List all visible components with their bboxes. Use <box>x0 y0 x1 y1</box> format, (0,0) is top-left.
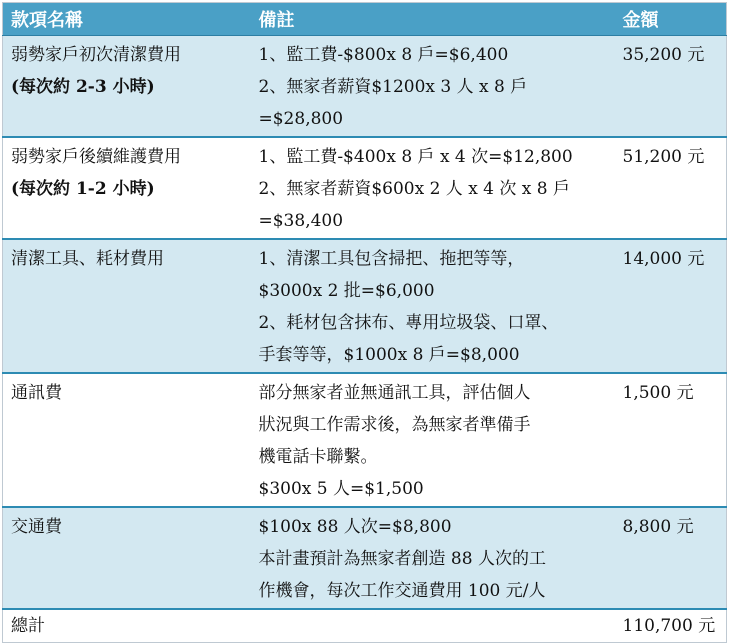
amount-value: 35,200 元 <box>622 45 705 65</box>
notes-cell <box>251 36 615 138</box>
note-line: 機電話卡聯繫。 <box>258 447 378 467</box>
note-line: 手套等等，$1000x 8 戶=$8,000 <box>258 345 520 365</box>
note-line: 1、清潔工具包含掃把、拖把等等， <box>258 249 525 269</box>
item-name: 弱勢家戶後續維護費用 <box>11 147 181 167</box>
amount-cell <box>615 137 727 239</box>
amount-cell <box>615 507 727 609</box>
total-label-cell <box>3 609 251 643</box>
note-line: $300x 5 人=$1,500 <box>258 479 424 499</box>
budget-table <box>2 2 727 643</box>
table-row <box>3 137 727 239</box>
item-name-cell <box>3 373 251 507</box>
item-name: 清潔工具、耗材費用 <box>11 249 164 269</box>
amount-cell <box>615 239 727 373</box>
note-line: 本計畫預計為無家者創造 88 人次的工 <box>258 549 546 569</box>
amount-cell <box>615 36 727 138</box>
item-name-cell <box>3 137 251 239</box>
note-line: 1、監工費-$400x 8 戶 x 4 次=$12,800 <box>258 147 573 167</box>
item-duration: (每次約 1-2 小時) <box>11 179 155 199</box>
amount-value: 1,500 元 <box>622 383 694 403</box>
note-line: 2、無家者薪資$1200x 3 人 x 8 戶 <box>258 77 528 97</box>
total-amount: 110,700 元 <box>622 616 716 636</box>
item-name: 通訊費 <box>11 383 62 403</box>
total-amount-cell <box>615 609 727 643</box>
table-row <box>3 507 727 609</box>
item-name: 弱勢家戶初次清潔費用 <box>11 45 181 65</box>
note-line: 2、無家者薪資$600x 2 人 x 4 次 x 8 戶 <box>258 179 571 199</box>
header-amount: 金額 <box>615 3 727 36</box>
total-notes-cell <box>251 609 615 643</box>
note-line: $100x 88 人次=$8,800 <box>258 517 452 537</box>
total-row <box>3 609 727 643</box>
item-name-cell <box>3 36 251 138</box>
header-row <box>3 3 727 36</box>
table-row <box>3 36 727 138</box>
item-name-cell <box>3 507 251 609</box>
note-line: 狀況與工作需求後，為無家者準備手 <box>258 415 531 435</box>
notes-cell <box>251 373 615 507</box>
budget-table-container <box>2 2 726 643</box>
header-item-name: 款項名稱 <box>3 3 251 36</box>
notes-cell <box>251 507 615 609</box>
amount-value: 8,800 元 <box>622 517 694 537</box>
note-line: =$28,800 <box>258 109 344 129</box>
note-line: $3000x 2 批=$6,000 <box>258 281 435 301</box>
table-row <box>3 373 727 507</box>
note-line: 部分無家者並無通訊工具，評估個人 <box>258 383 531 403</box>
note-line: 1、監工費-$800x 8 戶=$6,400 <box>258 45 509 65</box>
amount-cell <box>615 373 727 507</box>
item-duration: (每次約 2-3 小時) <box>11 77 155 97</box>
amount-value: 51,200 元 <box>622 147 705 167</box>
total-label: 總計 <box>11 616 45 636</box>
note-line: 作機會，每次工作交通費用 100 元/人 <box>258 581 546 601</box>
header-notes: 備註 <box>251 3 615 36</box>
item-name: 交通費 <box>11 517 62 537</box>
notes-cell <box>251 239 615 373</box>
note-line: 2、耗材包含抹布、專用垃圾袋、口罩、 <box>258 313 559 333</box>
notes-cell <box>251 137 615 239</box>
item-name-cell <box>3 239 251 373</box>
note-line: =$38,400 <box>258 211 344 231</box>
table-row <box>3 239 727 373</box>
amount-value: 14,000 元 <box>622 249 705 269</box>
